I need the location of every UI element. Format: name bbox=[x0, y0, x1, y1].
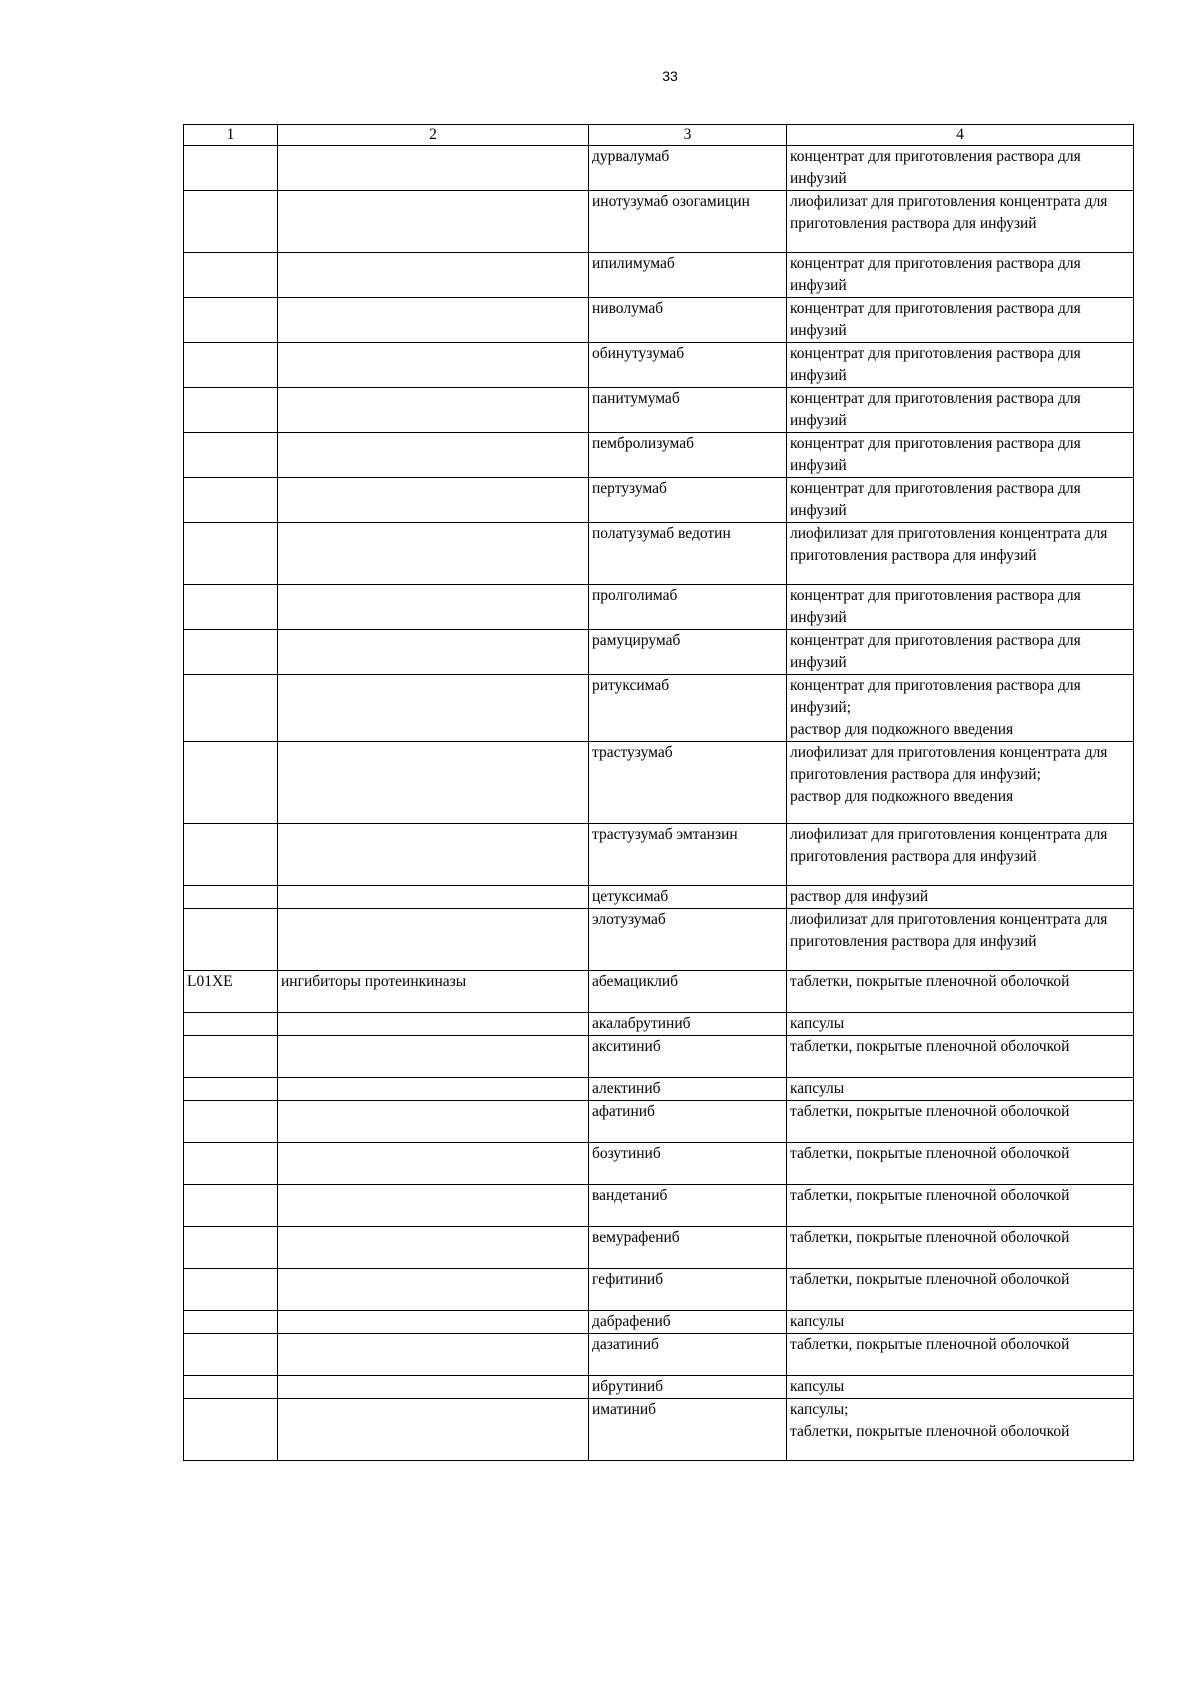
dosage-form-cell bbox=[787, 824, 1134, 886]
table-row bbox=[184, 1334, 1134, 1376]
drug-name-cell-text: пертузумаб bbox=[592, 480, 667, 497]
group-name-cell bbox=[278, 1376, 589, 1399]
group-name-cell bbox=[278, 388, 589, 433]
table-row bbox=[184, 886, 1134, 909]
dosage-form-cell bbox=[787, 388, 1134, 433]
table-row bbox=[184, 298, 1134, 343]
drug-name-cell-text: дурвалумаб bbox=[592, 148, 670, 165]
group-name-cell bbox=[278, 971, 589, 1013]
dosage-form-cell-text: лиофилизат для приготовления концентрата для приготовления раствора для инфузий; раствор для подкожного введения bbox=[790, 744, 1108, 805]
drug-name-cell bbox=[589, 1185, 787, 1227]
group-name-cell bbox=[278, 1078, 589, 1101]
page-number: 33 bbox=[662, 68, 678, 84]
table-row bbox=[184, 1078, 1134, 1101]
column-header: 3 bbox=[589, 125, 787, 146]
dosage-form-cell bbox=[787, 1185, 1134, 1227]
drug-name-cell-text: акалабрутиниб bbox=[592, 1015, 691, 1032]
drug-name-cell-text: пролголимаб bbox=[592, 587, 678, 604]
table-row bbox=[184, 1143, 1134, 1185]
group-name-cell bbox=[278, 675, 589, 742]
table-row bbox=[184, 1399, 1134, 1461]
drug-name-cell-text: ипилимумаб bbox=[592, 255, 675, 272]
column-header: 2 bbox=[278, 125, 589, 146]
drug-name-cell bbox=[589, 298, 787, 343]
drug-name-cell-text: ритуксимаб bbox=[592, 677, 670, 694]
group-name-cell bbox=[278, 343, 589, 388]
ath-code-cell bbox=[184, 1227, 278, 1269]
dosage-form-cell bbox=[787, 742, 1134, 824]
drug-name-cell bbox=[589, 433, 787, 478]
dosage-form-cell bbox=[787, 1036, 1134, 1078]
ath-code-cell bbox=[184, 886, 278, 909]
dosage-form-cell-text: капсулы; таблетки, покрытые пленочной оболочкой bbox=[790, 1401, 1070, 1440]
dosage-form-cell bbox=[787, 630, 1134, 675]
drug-name-cell bbox=[589, 824, 787, 886]
table-row bbox=[184, 971, 1134, 1013]
group-name-cell bbox=[278, 523, 589, 585]
table-row bbox=[184, 1185, 1134, 1227]
dosage-form-cell bbox=[787, 1311, 1134, 1334]
drug-name-cell bbox=[589, 1143, 787, 1185]
drug-name-cell bbox=[589, 523, 787, 585]
dosage-form-cell bbox=[787, 1013, 1134, 1036]
dosage-form-cell-text: концентрат для приготовления раствора для инфузий bbox=[790, 300, 1081, 339]
drug-name-cell-text: дабрафениб bbox=[592, 1313, 671, 1330]
drug-name-cell-text: полатузумаб ведотин bbox=[592, 525, 731, 542]
drug-name-cell bbox=[589, 1036, 787, 1078]
dosage-form-cell-text: концентрат для приготовления раствора для инфузий bbox=[790, 587, 1081, 626]
dosage-form-cell bbox=[787, 253, 1134, 298]
drug-name-cell bbox=[589, 1311, 787, 1334]
ath-code-cell bbox=[184, 478, 278, 523]
dosage-form-cell bbox=[787, 1101, 1134, 1143]
ath-code-cell bbox=[184, 253, 278, 298]
drug-name-cell-text: акситиниб bbox=[592, 1038, 661, 1055]
dosage-form-cell-text: лиофилизат для приготовления концентрата для приготовления раствора для инфузий bbox=[790, 193, 1108, 232]
dosage-form-cell-text: лиофилизат для приготовления концентрата для приготовления раствора для инфузий bbox=[790, 826, 1108, 865]
drug-name-cell-text: обинутузумаб bbox=[592, 345, 685, 362]
dosage-form-cell-text: капсулы bbox=[790, 1015, 845, 1032]
drug-name-cell bbox=[589, 253, 787, 298]
group-name-cell bbox=[278, 146, 589, 191]
group-name-cell bbox=[278, 1227, 589, 1269]
drug-name-cell-text: дазатиниб bbox=[592, 1336, 659, 1353]
group-name-cell bbox=[278, 1269, 589, 1311]
ath-code-cell bbox=[184, 1399, 278, 1461]
drug-name-cell bbox=[589, 1078, 787, 1101]
drug-name-cell bbox=[589, 146, 787, 191]
ath-code-cell bbox=[184, 1013, 278, 1036]
drug-name-cell-text: алектиниб bbox=[592, 1080, 661, 1097]
drug-name-cell bbox=[589, 675, 787, 742]
dosage-form-cell-text: раствор для инфузий bbox=[790, 888, 929, 905]
dosage-form-cell bbox=[787, 343, 1134, 388]
ath-code-cell bbox=[184, 1311, 278, 1334]
dosage-form-cell bbox=[787, 1399, 1134, 1461]
drug-name-cell-text: элотузумаб bbox=[592, 911, 666, 928]
column-header: 1 bbox=[184, 125, 278, 146]
ath-code-cell bbox=[184, 824, 278, 886]
dosage-form-cell-text: таблетки, покрытые пленочной оболочкой bbox=[790, 1187, 1070, 1204]
group-name-cell bbox=[278, 191, 589, 253]
group-name-cell bbox=[278, 742, 589, 824]
ath-code-cell bbox=[184, 191, 278, 253]
group-name-cell bbox=[278, 1334, 589, 1376]
table-row bbox=[184, 1013, 1134, 1036]
table-row bbox=[184, 909, 1134, 971]
table-row bbox=[184, 388, 1134, 433]
dosage-form-cell bbox=[787, 886, 1134, 909]
group-name-cell bbox=[278, 433, 589, 478]
dosage-form-cell-text: таблетки, покрытые пленочной оболочкой bbox=[790, 1229, 1070, 1246]
dosage-form-cell bbox=[787, 1269, 1134, 1311]
dosage-form-cell bbox=[787, 478, 1134, 523]
dosage-form-cell bbox=[787, 433, 1134, 478]
drug-name-cell bbox=[589, 909, 787, 971]
drug-name-cell-text: панитумумаб bbox=[592, 390, 680, 407]
drug-name-cell-text: абемациклиб bbox=[592, 973, 679, 990]
drug-name-cell bbox=[589, 1013, 787, 1036]
drug-name-cell-text: иматиниб bbox=[592, 1401, 657, 1418]
drug-name-cell-text: вемурафениб bbox=[592, 1229, 680, 1246]
header-row bbox=[184, 125, 1134, 146]
drug-name-cell bbox=[589, 886, 787, 909]
table-row bbox=[184, 146, 1134, 191]
dosage-form-cell-text: лиофилизат для приготовления концентрата для приготовления раствора для инфузий bbox=[790, 911, 1108, 950]
group-name-cell-text: ингибиторы протеинкиназы bbox=[281, 973, 467, 990]
drug-name-cell-text: цетуксимаб bbox=[592, 888, 669, 905]
dosage-form-cell-text: таблетки, покрытые пленочной оболочкой bbox=[790, 1271, 1070, 1288]
drug-name-cell bbox=[589, 1376, 787, 1399]
column-header: 4 bbox=[787, 125, 1134, 146]
dosage-form-cell-text: концентрат для приготовления раствора для инфузий bbox=[790, 148, 1081, 187]
dosage-form-cell bbox=[787, 191, 1134, 253]
drug-name-cell bbox=[589, 1334, 787, 1376]
drug-name-cell bbox=[589, 585, 787, 630]
drug-name-cell-text: ниволумаб bbox=[592, 300, 664, 317]
ath-code-cell bbox=[184, 971, 278, 1013]
table-row bbox=[184, 585, 1134, 630]
drug-name-cell-text: бозутиниб bbox=[592, 1145, 661, 1162]
dosage-form-cell bbox=[787, 298, 1134, 343]
drug-name-cell-text: инотузумаб озогамицин bbox=[592, 193, 750, 210]
group-name-cell bbox=[278, 824, 589, 886]
drug-name-cell bbox=[589, 191, 787, 253]
drug-name-cell-text: трастузумаб bbox=[592, 744, 673, 761]
drug-name-cell bbox=[589, 742, 787, 824]
dosage-form-cell bbox=[787, 1143, 1134, 1185]
ath-code-cell bbox=[184, 585, 278, 630]
group-name-cell bbox=[278, 630, 589, 675]
dosage-form-cell bbox=[787, 1227, 1134, 1269]
dosage-form-cell-text: таблетки, покрытые пленочной оболочкой bbox=[790, 1336, 1070, 1353]
table-row bbox=[184, 742, 1134, 824]
drug-name-cell-text: ибрутиниб bbox=[592, 1378, 664, 1395]
group-name-cell bbox=[278, 253, 589, 298]
dosage-form-cell-text: капсулы bbox=[790, 1080, 845, 1097]
group-name-cell bbox=[278, 1399, 589, 1461]
dosage-form-cell-text: таблетки, покрытые пленочной оболочкой bbox=[790, 1038, 1070, 1055]
table-row bbox=[184, 824, 1134, 886]
table-row bbox=[184, 343, 1134, 388]
ath-code-cell bbox=[184, 909, 278, 971]
ath-code-cell bbox=[184, 1269, 278, 1311]
drug-name-cell bbox=[589, 1227, 787, 1269]
drug-name-cell bbox=[589, 478, 787, 523]
group-name-cell bbox=[278, 1311, 589, 1334]
drug-name-cell-text: пембролизумаб bbox=[592, 435, 695, 452]
dosage-form-cell bbox=[787, 146, 1134, 191]
dosage-form-cell-text: таблетки, покрытые пленочной оболочкой bbox=[790, 1145, 1070, 1162]
ath-code-cell bbox=[184, 742, 278, 824]
dosage-form-cell-text: капсулы bbox=[790, 1313, 845, 1330]
dosage-form-cell-text: таблетки, покрытые пленочной оболочкой bbox=[790, 1103, 1070, 1120]
ath-code-cell bbox=[184, 146, 278, 191]
dosage-form-cell-text: концентрат для приготовления раствора для инфузий bbox=[790, 435, 1081, 474]
dosage-form-cell bbox=[787, 1078, 1134, 1101]
dosage-form-cell-text: лиофилизат для приготовления концентрата для приготовления раствора для инфузий bbox=[790, 525, 1108, 564]
drug-name-cell-text: гефитиниб bbox=[592, 1271, 664, 1288]
group-name-cell bbox=[278, 886, 589, 909]
dosage-form-cell-text: концентрат для приготовления раствора для инфузий bbox=[790, 390, 1081, 429]
drug-name-cell bbox=[589, 1269, 787, 1311]
dosage-form-cell-text: концентрат для приготовления раствора для инфузий bbox=[790, 632, 1081, 671]
drug-name-cell bbox=[589, 1399, 787, 1461]
table-row bbox=[184, 433, 1134, 478]
table-row bbox=[184, 675, 1134, 742]
table-row bbox=[184, 1101, 1134, 1143]
group-name-cell bbox=[278, 909, 589, 971]
dosage-form-cell bbox=[787, 909, 1134, 971]
table-row bbox=[184, 253, 1134, 298]
dosage-form-cell bbox=[787, 1334, 1134, 1376]
dosage-form-cell-text: концентрат для приготовления раствора для инфузий bbox=[790, 480, 1081, 519]
group-name-cell bbox=[278, 1143, 589, 1185]
drug-name-cell-text: трастузумаб эмтанзин bbox=[592, 826, 738, 843]
drug-name-cell bbox=[589, 1101, 787, 1143]
dosage-form-cell bbox=[787, 1376, 1134, 1399]
dosage-form-cell bbox=[787, 585, 1134, 630]
table-row bbox=[184, 1311, 1134, 1334]
drug-name-cell-text: вандетаниб bbox=[592, 1187, 668, 1204]
ath-code-cell bbox=[184, 1036, 278, 1078]
drug-name-cell-text: афатиниб bbox=[592, 1103, 655, 1120]
drug-name-cell bbox=[589, 971, 787, 1013]
drug-name-cell bbox=[589, 343, 787, 388]
table-row bbox=[184, 1036, 1134, 1078]
table-row bbox=[184, 191, 1134, 253]
ath-code-cell bbox=[184, 1185, 278, 1227]
ath-code-cell bbox=[184, 298, 278, 343]
ath-code-cell bbox=[184, 1143, 278, 1185]
ath-code-cell bbox=[184, 1334, 278, 1376]
drug-name-cell-text: рамуцирумаб bbox=[592, 632, 681, 649]
ath-code-cell bbox=[184, 523, 278, 585]
group-name-cell bbox=[278, 1101, 589, 1143]
ath-code-cell bbox=[184, 1101, 278, 1143]
dosage-form-cell bbox=[787, 971, 1134, 1013]
ath-code-cell bbox=[184, 433, 278, 478]
dosage-form-cell-text: концентрат для приготовления раствора для инфузий; раствор для подкожного введения bbox=[790, 677, 1081, 738]
ath-code-cell bbox=[184, 630, 278, 675]
ath-code-cell bbox=[184, 1078, 278, 1101]
ath-code-cell bbox=[184, 1376, 278, 1399]
table-row bbox=[184, 523, 1134, 585]
table-row bbox=[184, 1376, 1134, 1399]
drug-name-cell bbox=[589, 630, 787, 675]
dosage-form-cell-text: концентрат для приготовления раствора для инфузий bbox=[790, 255, 1081, 294]
group-name-cell bbox=[278, 1185, 589, 1227]
group-name-cell bbox=[278, 478, 589, 523]
ath-code-cell bbox=[184, 675, 278, 742]
ath-code-cell bbox=[184, 343, 278, 388]
group-name-cell bbox=[278, 585, 589, 630]
drug-table bbox=[183, 124, 1134, 1461]
ath-code-cell-text: L01XE bbox=[187, 973, 233, 990]
group-name-cell bbox=[278, 1036, 589, 1078]
table-row bbox=[184, 478, 1134, 523]
dosage-form-cell-text: капсулы bbox=[790, 1378, 845, 1395]
group-name-cell bbox=[278, 1013, 589, 1036]
ath-code-cell bbox=[184, 388, 278, 433]
dosage-form-cell-text: концентрат для приготовления раствора для инфузий bbox=[790, 345, 1081, 384]
table-row bbox=[184, 630, 1134, 675]
dosage-form-cell bbox=[787, 675, 1134, 742]
group-name-cell bbox=[278, 298, 589, 343]
dosage-form-cell bbox=[787, 523, 1134, 585]
table-row bbox=[184, 1269, 1134, 1311]
drug-name-cell bbox=[589, 388, 787, 433]
dosage-form-cell-text: таблетки, покрытые пленочной оболочкой bbox=[790, 973, 1070, 990]
table-row bbox=[184, 1227, 1134, 1269]
